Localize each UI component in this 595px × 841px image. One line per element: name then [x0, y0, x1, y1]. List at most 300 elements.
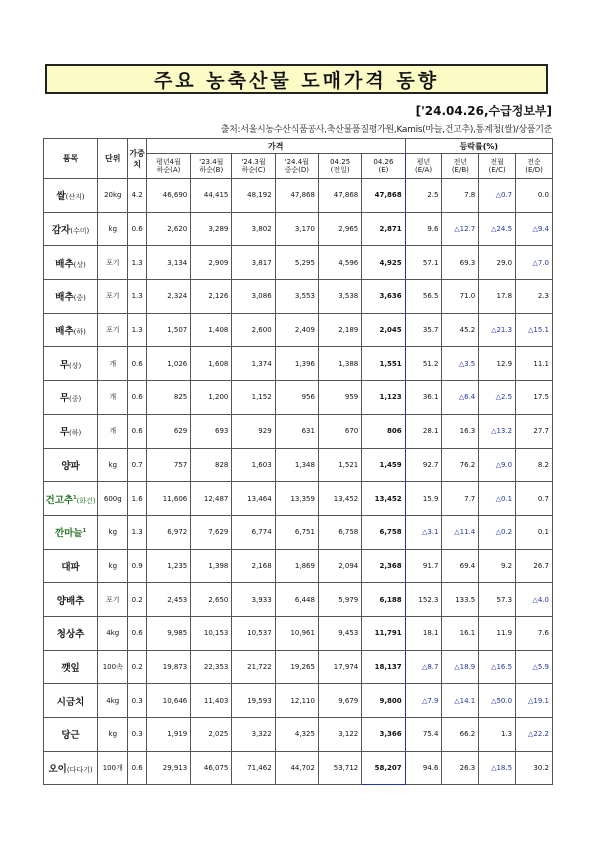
- header-price-col-line2: (전일): [330, 166, 350, 174]
- change-cell: 69.3: [442, 246, 479, 280]
- change-cell: 71.0: [442, 280, 479, 314]
- table-row: [44, 650, 553, 684]
- price-cell: 6,774: [232, 515, 275, 549]
- price-cell: 13,359: [275, 482, 318, 516]
- price-cell: 71,462: [232, 751, 275, 785]
- item-name: 배추: [55, 292, 74, 304]
- header-price-col-line1: 평년4월: [156, 157, 181, 166]
- item-name-cell: [44, 381, 98, 415]
- unit-cell: 600g: [98, 482, 128, 516]
- change-cell: △24.5: [479, 212, 516, 246]
- price-cell: 929: [232, 414, 275, 448]
- price-cell: 1,374: [232, 347, 275, 381]
- price-cell: 18,137: [362, 650, 405, 684]
- price-cell: 3,366: [362, 718, 405, 752]
- price-cell: 2,189: [318, 313, 361, 347]
- price-cell: 13,452: [318, 482, 361, 516]
- price-cell: 2,368: [362, 549, 405, 583]
- change-cell: 18.1: [405, 616, 442, 650]
- change-cell: 27.7: [516, 414, 553, 448]
- weight-cell: 0.2: [128, 583, 146, 617]
- table-row: [44, 313, 553, 347]
- price-cell: 806: [362, 414, 405, 448]
- price-cell: 6,448: [275, 583, 318, 617]
- price-cell: 2,620: [146, 212, 190, 246]
- price-cell: 2,126: [191, 280, 232, 314]
- change-cell: 57.3: [479, 583, 516, 617]
- item-grade: (중): [69, 395, 82, 404]
- change-cell: △2.5: [479, 381, 516, 415]
- header-change-col-1: [442, 154, 479, 179]
- change-cell: △11.4: [442, 515, 479, 549]
- price-cell: 1,919: [146, 718, 190, 752]
- price-cell: 5,979: [318, 583, 361, 617]
- source-note: 출처:서울시농수산식품공사,축산물품질평가원,Kamis(마늘,건고추),통계청(쌀)/상품기준: [220, 125, 552, 135]
- price-cell: 3,134: [146, 246, 190, 280]
- price-cell: 47,868: [362, 179, 405, 213]
- change-cell: 75.4: [405, 718, 442, 752]
- price-cell: 53,712: [318, 751, 361, 785]
- change-cell: △14.1: [442, 684, 479, 718]
- unit-cell: kg: [98, 515, 128, 549]
- header-price-group: 가격: [146, 139, 405, 154]
- unit-cell: 4kg: [98, 616, 128, 650]
- table-row: [44, 212, 553, 246]
- item-name: 배추: [55, 258, 74, 270]
- change-cell: △19.1: [516, 684, 553, 718]
- change-cell: △3.1: [405, 515, 442, 549]
- weight-cell: 1.3: [128, 246, 146, 280]
- price-cell: 19,265: [275, 650, 318, 684]
- unit-cell: 포기: [98, 583, 128, 617]
- price-cell: 9,985: [146, 616, 190, 650]
- change-cell: △0.1: [479, 482, 516, 516]
- price-cell: 1,459: [362, 448, 405, 482]
- price-cell: 1,398: [191, 549, 232, 583]
- price-cell: 3,933: [232, 583, 275, 617]
- header-price-col-4: [318, 154, 361, 179]
- price-cell: 2,965: [318, 212, 361, 246]
- header-change-col-line2: (E/C): [488, 166, 506, 174]
- item-grade: (수미): [70, 227, 90, 236]
- price-cell: 1,521: [318, 448, 361, 482]
- item-name: 깻잎: [61, 662, 80, 674]
- header-price-col-5: [362, 154, 405, 179]
- price-cell: 58,207: [362, 751, 405, 785]
- header-price-col-line1: 04.26: [373, 157, 394, 166]
- change-cell: 30.2: [516, 751, 553, 785]
- item-grade: (중): [73, 294, 86, 303]
- table-row: [44, 482, 553, 516]
- change-cell: △3.5: [442, 347, 479, 381]
- weight-cell: 4.2: [128, 179, 146, 213]
- price-cell: 2,045: [362, 313, 405, 347]
- change-cell: 9.6: [405, 212, 442, 246]
- price-cell: 3,802: [232, 212, 275, 246]
- price-cell: 19,873: [146, 650, 190, 684]
- unit-cell: 개: [98, 381, 128, 415]
- change-cell: △7.9: [405, 684, 442, 718]
- unit-cell: 포기: [98, 280, 128, 314]
- item-name: 감자: [51, 225, 71, 237]
- price-cell: 1,123: [362, 381, 405, 415]
- report-date: ['24.04.26,수급정보부]: [415, 104, 552, 118]
- change-cell: 17.8: [479, 280, 516, 314]
- title-box: [45, 64, 548, 94]
- table-row: [44, 246, 553, 280]
- change-cell: 36.1: [405, 381, 442, 415]
- header-change-col-line2: (E/A): [415, 166, 433, 174]
- price-cell: 47,868: [275, 179, 318, 213]
- price-cell: 17,974: [318, 650, 361, 684]
- unit-cell: 포기: [98, 246, 128, 280]
- price-cell: 46,690: [146, 179, 190, 213]
- price-cell: 4,325: [275, 718, 318, 752]
- change-cell: 0.0: [516, 179, 553, 213]
- price-cell: 1,026: [146, 347, 190, 381]
- change-cell: △9.0: [479, 448, 516, 482]
- item-name: 배추: [55, 326, 74, 338]
- header-price-col-line2: 중순(D): [284, 166, 310, 174]
- price-cell: 21,722: [232, 650, 275, 684]
- change-cell: △16.5: [479, 650, 516, 684]
- price-cell: 5,295: [275, 246, 318, 280]
- change-cell: 76.2: [442, 448, 479, 482]
- item-name: 양배추: [56, 595, 85, 607]
- change-cell: 26.7: [516, 549, 553, 583]
- change-cell: 8.2: [516, 448, 553, 482]
- header-price-col-0: [146, 154, 190, 179]
- change-cell: △21.3: [479, 313, 516, 347]
- change-cell: 28.1: [405, 414, 442, 448]
- price-cell: 2,409: [275, 313, 318, 347]
- price-cell: 825: [146, 381, 190, 415]
- weight-cell: 0.9: [128, 549, 146, 583]
- item-name: 오이: [48, 764, 67, 776]
- weight-cell: 0.3: [128, 718, 146, 752]
- item-grade: (하): [73, 328, 86, 337]
- price-cell: 2,650: [191, 583, 232, 617]
- weight-cell: 1.6: [128, 482, 146, 516]
- weight-cell: 0.6: [128, 212, 146, 246]
- unit-cell: kg: [98, 718, 128, 752]
- unit-cell: 100개: [98, 751, 128, 785]
- price-cell: 2,600: [232, 313, 275, 347]
- price-cell: 2,909: [191, 246, 232, 280]
- change-cell: 69.4: [442, 549, 479, 583]
- table-row: [44, 583, 553, 617]
- weight-cell: 0.2: [128, 650, 146, 684]
- change-cell: 91.7: [405, 549, 442, 583]
- price-cell: 828: [191, 448, 232, 482]
- item-name: 무: [59, 427, 70, 439]
- header-change-col-line1: 전년: [453, 157, 468, 166]
- item-name-cell: [44, 650, 98, 684]
- header-change-col-0: [405, 154, 442, 179]
- price-cell: 7,629: [191, 515, 232, 549]
- price-cell: 6,751: [275, 515, 318, 549]
- change-cell: △18.9: [442, 650, 479, 684]
- change-cell: 2.3: [516, 280, 553, 314]
- header-price-col-line1: '24.4월: [284, 157, 309, 166]
- unit-cell: 100속: [98, 650, 128, 684]
- change-cell: 1.3: [479, 718, 516, 752]
- header-change-col-line1: 전월: [490, 157, 504, 166]
- item-name-cell: [44, 212, 98, 246]
- item-footnote: 1: [82, 528, 87, 535]
- price-cell: 11,403: [191, 684, 232, 718]
- header-price-col-line2: 하순(B): [199, 166, 224, 174]
- weight-cell: 0.6: [128, 616, 146, 650]
- price-cell: 13,452: [362, 482, 405, 516]
- change-cell: 94.6: [405, 751, 442, 785]
- change-cell: △9.4: [516, 212, 553, 246]
- item-name-cell: [44, 179, 98, 213]
- price-cell: 757: [146, 448, 190, 482]
- header-price-col-line2: 하순(A): [156, 166, 181, 174]
- price-cell: 3,086: [232, 280, 275, 314]
- price-cell: 12,110: [275, 684, 318, 718]
- change-cell: 16.3: [442, 414, 479, 448]
- header-price-col-1: [191, 154, 232, 179]
- price-cell: 2,324: [146, 280, 190, 314]
- table-row: [44, 718, 553, 752]
- weight-cell: 0.7: [128, 448, 146, 482]
- price-cell: 2,453: [146, 583, 190, 617]
- price-cell: 1,603: [232, 448, 275, 482]
- change-cell: 15.9: [405, 482, 442, 516]
- item-name: 시금치: [56, 696, 85, 708]
- price-cell: 3,538: [318, 280, 361, 314]
- unit-cell: 4kg: [98, 684, 128, 718]
- price-cell: 1,348: [275, 448, 318, 482]
- price-cell: 1,408: [191, 313, 232, 347]
- price-cell: 4,925: [362, 246, 405, 280]
- change-cell: 56.5: [405, 280, 442, 314]
- price-cell: 2,168: [232, 549, 275, 583]
- price-cell: 47,868: [318, 179, 361, 213]
- item-name: 양파: [61, 460, 80, 472]
- change-cell: △7.0: [516, 246, 553, 280]
- change-cell: 66.2: [442, 718, 479, 752]
- unit-cell: kg: [98, 212, 128, 246]
- price-cell: 10,646: [146, 684, 190, 718]
- change-cell: 7.7: [442, 482, 479, 516]
- change-cell: 7.6: [516, 616, 553, 650]
- price-cell: 1,388: [318, 347, 361, 381]
- change-cell: △22.2: [516, 718, 553, 752]
- price-cell: 1,200: [191, 381, 232, 415]
- header-price-col-line2: 하순(C): [241, 166, 266, 174]
- price-cell: 13,464: [232, 482, 275, 516]
- item-name-cell: [44, 246, 98, 280]
- page-title: 주요 농축산물 도매가격 동향: [153, 69, 440, 92]
- header-price-col-2: [232, 154, 275, 179]
- change-cell: 29.0: [479, 246, 516, 280]
- price-cell: 3,636: [362, 280, 405, 314]
- price-cell: 19,593: [232, 684, 275, 718]
- change-cell: 0.7: [516, 482, 553, 516]
- item-name: 대파: [61, 561, 80, 573]
- change-cell: 11.9: [479, 616, 516, 650]
- price-cell: 44,415: [191, 179, 232, 213]
- price-cell: 9,453: [318, 616, 361, 650]
- item-name: 무: [59, 359, 70, 371]
- item-name: 무: [59, 393, 70, 405]
- item-name: 쌀: [56, 191, 66, 203]
- price-cell: 3,122: [318, 718, 361, 752]
- change-cell: 26.3: [442, 751, 479, 785]
- price-cell: 10,153: [191, 616, 232, 650]
- item-name: 청상추: [56, 629, 85, 641]
- change-cell: △0.2: [479, 515, 516, 549]
- price-cell: 3,817: [232, 246, 275, 280]
- change-cell: △4.0: [516, 583, 553, 617]
- price-cell: 3,289: [191, 212, 232, 246]
- unit-cell: kg: [98, 549, 128, 583]
- price-cell: 631: [275, 414, 318, 448]
- price-cell: 4,596: [318, 246, 361, 280]
- price-cell: 1,235: [146, 549, 190, 583]
- header-change-col-2: [479, 154, 516, 179]
- weight-cell: 1.3: [128, 280, 146, 314]
- change-cell: △0.7: [479, 179, 516, 213]
- item-name-cell: [44, 718, 98, 752]
- header-change-col-line2: (E/D): [525, 166, 543, 174]
- change-cell: 12.9: [479, 347, 516, 381]
- price-cell: 3,170: [275, 212, 318, 246]
- table-row: [44, 549, 553, 583]
- change-cell: 51.2: [405, 347, 442, 381]
- price-cell: 959: [318, 381, 361, 415]
- price-cell: 1,551: [362, 347, 405, 381]
- change-cell: 0.1: [516, 515, 553, 549]
- price-cell: 3,322: [232, 718, 275, 752]
- item-grade: (상): [73, 260, 86, 269]
- price-cell: 1,869: [275, 549, 318, 583]
- item-name-cell: [44, 583, 98, 617]
- item-grade: (화건): [76, 496, 96, 505]
- item-name-cell: [44, 280, 98, 314]
- item-name-cell: [44, 751, 98, 785]
- change-cell: 133.5: [442, 583, 479, 617]
- change-cell: △15.1: [516, 313, 553, 347]
- unit-cell: 포기: [98, 313, 128, 347]
- table-row: [44, 414, 553, 448]
- unit-cell: 개: [98, 414, 128, 448]
- change-cell: △12.7: [442, 212, 479, 246]
- price-cell: 670: [318, 414, 361, 448]
- table-row: [44, 280, 553, 314]
- price-cell: 2,871: [362, 212, 405, 246]
- price-cell: 11,791: [362, 616, 405, 650]
- item-name-cell: [44, 515, 98, 549]
- price-cell: 9,800: [362, 684, 405, 718]
- price-cell: 2,025: [191, 718, 232, 752]
- change-cell: 92.7: [405, 448, 442, 482]
- change-cell: △5.9: [516, 650, 553, 684]
- price-cell: 29,913: [146, 751, 190, 785]
- price-cell: 1,507: [146, 313, 190, 347]
- table-row: [44, 448, 553, 482]
- header-change-col-line1: 평년: [416, 157, 431, 166]
- item-name-cell: [44, 347, 98, 381]
- header-price-col-line1: '24.3월: [241, 157, 266, 166]
- item-name: 깐마늘: [55, 528, 83, 540]
- header-unit: 단위: [98, 139, 128, 179]
- price-table: [43, 138, 553, 785]
- item-name-cell: [44, 448, 98, 482]
- price-cell: 6,758: [362, 515, 405, 549]
- price-cell: 3,553: [275, 280, 318, 314]
- price-cell: 693: [191, 414, 232, 448]
- header-price-col-line1: '23.4월: [199, 157, 224, 166]
- item-grade: (상): [69, 361, 82, 370]
- price-cell: 1,396: [275, 347, 318, 381]
- unit-cell: 개: [98, 347, 128, 381]
- weight-cell: 0.6: [128, 751, 146, 785]
- price-cell: 629: [146, 414, 190, 448]
- price-cell: 10,961: [275, 616, 318, 650]
- table-row: [44, 684, 553, 718]
- price-cell: 48,192: [232, 179, 275, 213]
- item-footnote: 1: [73, 494, 77, 501]
- price-cell: 22,353: [191, 650, 232, 684]
- price-cell: 12,487: [191, 482, 232, 516]
- change-cell: 35.7: [405, 313, 442, 347]
- table-row: [44, 347, 553, 381]
- item-name-cell: [44, 684, 98, 718]
- weight-cell: 1.3: [128, 515, 146, 549]
- price-cell: 10,537: [232, 616, 275, 650]
- item-name-cell: [44, 414, 98, 448]
- change-cell: 17.5: [516, 381, 553, 415]
- header-change-col-line1: 전순: [527, 157, 541, 166]
- item-name-cell: [44, 616, 98, 650]
- change-cell: 11.1: [516, 347, 553, 381]
- table-row: [44, 515, 553, 549]
- weight-cell: 0.6: [128, 414, 146, 448]
- price-cell: 44,702: [275, 751, 318, 785]
- change-cell: △50.0: [479, 684, 516, 718]
- change-cell: 57.1: [405, 246, 442, 280]
- header-change-col-line2: (E/B): [451, 166, 469, 174]
- change-cell: 2.5: [405, 179, 442, 213]
- price-cell: 46,075: [191, 751, 232, 785]
- price-cell: 2,094: [318, 549, 361, 583]
- unit-cell: kg: [98, 448, 128, 482]
- unit-cell: 20kg: [98, 179, 128, 213]
- table-row: [44, 616, 553, 650]
- header-change-col-3: [516, 154, 553, 179]
- item-name: 건고추: [45, 494, 74, 506]
- change-cell: △13.2: [479, 414, 516, 448]
- price-cell: 6,188: [362, 583, 405, 617]
- item-name-cell: [44, 482, 98, 516]
- price-cell: 11,606: [146, 482, 190, 516]
- price-cell: 1,152: [232, 381, 275, 415]
- price-cell: 9,679: [318, 684, 361, 718]
- change-cell: 9.2: [479, 549, 516, 583]
- change-cell: △18.5: [479, 751, 516, 785]
- item-name-cell: [44, 313, 98, 347]
- change-cell: 7.8: [442, 179, 479, 213]
- item-grade: (다다기): [66, 766, 93, 775]
- change-cell: △6.4: [442, 381, 479, 415]
- weight-cell: 0.3: [128, 684, 146, 718]
- item-name-cell: [44, 549, 98, 583]
- weight-cell: 0.6: [128, 347, 146, 381]
